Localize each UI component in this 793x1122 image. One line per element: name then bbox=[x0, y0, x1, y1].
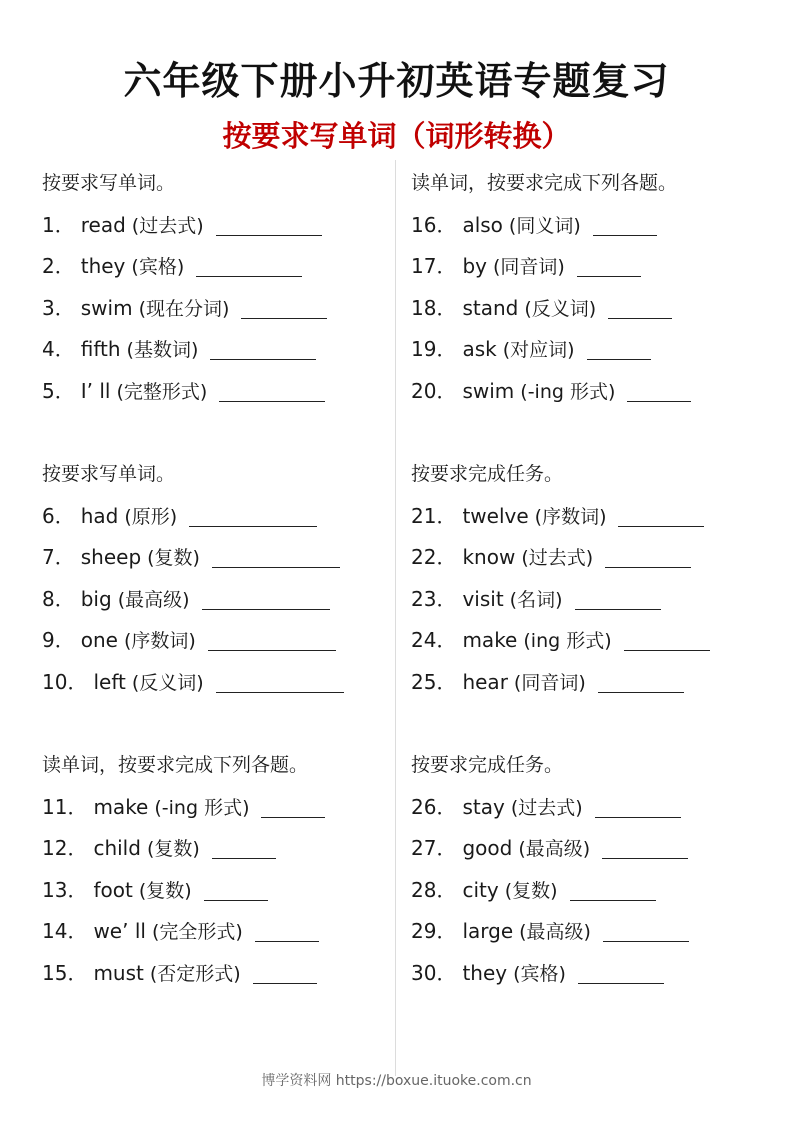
item-word: big bbox=[80, 586, 112, 611]
item-hint: (同义词) bbox=[508, 214, 581, 237]
exercise-item bbox=[42, 537, 402, 579]
item-word: good bbox=[462, 836, 513, 861]
item-word: visit bbox=[462, 586, 504, 611]
answer-blank[interactable] bbox=[216, 691, 344, 693]
item-number: 25． bbox=[411, 669, 457, 694]
exercise-item bbox=[42, 246, 402, 288]
item-number: 1． bbox=[42, 212, 75, 237]
answer-blank[interactable] bbox=[261, 816, 325, 818]
item-number: 27． bbox=[411, 836, 457, 861]
exercise-item bbox=[411, 953, 771, 995]
exercise-item bbox=[411, 371, 771, 413]
exercise-section bbox=[42, 454, 402, 704]
item-hint: (宾格) bbox=[131, 256, 185, 279]
item-hint: (最高级) bbox=[519, 921, 591, 944]
exercise-item bbox=[42, 787, 402, 829]
item-number: 14． bbox=[42, 919, 88, 944]
item-number: 16． bbox=[411, 212, 457, 237]
answer-blank[interactable] bbox=[210, 358, 316, 360]
item-hint: (同音词) bbox=[513, 671, 586, 694]
exercise-item bbox=[42, 288, 402, 330]
item-hint: (最高级) bbox=[518, 838, 591, 861]
item-word: foot bbox=[93, 877, 133, 902]
answer-blank[interactable] bbox=[598, 691, 684, 693]
answer-blank[interactable] bbox=[578, 982, 664, 984]
exercise-item bbox=[42, 205, 402, 247]
exercise-item bbox=[42, 953, 402, 995]
section-heading: 按要求写单词。 bbox=[42, 172, 176, 194]
answer-blank[interactable] bbox=[189, 525, 317, 527]
item-number: 3． bbox=[42, 295, 75, 320]
item-number: 4． bbox=[42, 337, 75, 362]
item-word: I’ ll bbox=[80, 378, 111, 403]
item-hint: (完全形式) bbox=[151, 921, 243, 944]
item-number: 26． bbox=[411, 794, 457, 819]
item-hint: (复数) bbox=[138, 879, 192, 902]
exercise-section bbox=[411, 745, 771, 995]
item-number: 12． bbox=[42, 836, 88, 861]
answer-blank[interactable] bbox=[241, 317, 327, 319]
answer-blank[interactable] bbox=[575, 608, 661, 610]
answer-blank[interactable] bbox=[608, 317, 672, 319]
item-number: 29． bbox=[411, 919, 457, 944]
exercise-item bbox=[411, 246, 771, 288]
item-word: one bbox=[80, 628, 118, 653]
exercise-item bbox=[42, 620, 402, 662]
answer-blank[interactable] bbox=[624, 649, 710, 651]
item-hint: (基数词) bbox=[126, 339, 199, 362]
page-title: 六年级下册小升初英语专题复习 bbox=[123, 59, 670, 103]
exercise-item bbox=[42, 662, 402, 704]
item-hint: (-ing 形式) bbox=[520, 380, 616, 403]
item-number: 30． bbox=[411, 960, 457, 985]
exercise-item bbox=[411, 620, 771, 662]
item-number: 17． bbox=[411, 254, 457, 279]
item-word: stand bbox=[462, 295, 519, 320]
item-word: we’ ll bbox=[93, 919, 146, 944]
exercise-section bbox=[42, 163, 402, 413]
item-number: 9． bbox=[42, 628, 75, 653]
item-number: 11． bbox=[42, 794, 88, 819]
item-word: know bbox=[462, 545, 516, 570]
item-number: 10． bbox=[42, 669, 88, 694]
exercise-section bbox=[411, 163, 771, 413]
exercise-item bbox=[42, 329, 402, 371]
item-word: sheep bbox=[80, 545, 142, 570]
item-hint: (否定形式) bbox=[149, 962, 241, 985]
item-number: 2． bbox=[42, 254, 75, 279]
answer-blank[interactable] bbox=[570, 899, 656, 901]
item-hint: (反义词) bbox=[131, 671, 204, 694]
exercise-item bbox=[42, 870, 402, 912]
item-hint: (序数词) bbox=[123, 630, 196, 653]
item-word: they bbox=[462, 960, 508, 985]
answer-blank[interactable] bbox=[605, 566, 691, 568]
item-hint: (复数) bbox=[146, 838, 200, 861]
item-word: ask bbox=[462, 337, 497, 362]
footer-watermark: 博学资料网 https://boxue.ituoke.com.cn bbox=[261, 1073, 532, 1089]
item-hint: (过去式) bbox=[131, 214, 204, 237]
answer-blank[interactable] bbox=[602, 857, 688, 859]
item-word: fifth bbox=[80, 337, 121, 362]
exercise-item bbox=[411, 288, 771, 330]
exercise-item bbox=[42, 911, 402, 953]
item-word: had bbox=[80, 503, 119, 528]
item-word: make bbox=[93, 794, 149, 819]
exercise-item bbox=[411, 329, 771, 371]
answer-blank[interactable] bbox=[208, 649, 336, 651]
item-number: 20． bbox=[411, 378, 457, 403]
answer-blank[interactable] bbox=[196, 275, 302, 277]
answer-blank[interactable] bbox=[627, 400, 691, 402]
answer-blank[interactable] bbox=[577, 275, 641, 277]
answer-blank[interactable] bbox=[216, 234, 322, 236]
exercise-item bbox=[411, 870, 771, 912]
answer-blank[interactable] bbox=[603, 940, 689, 942]
item-hint: (ing 形式) bbox=[523, 630, 612, 653]
item-word: must bbox=[93, 960, 144, 985]
item-number: 19． bbox=[411, 337, 457, 362]
exercise-item bbox=[411, 828, 771, 870]
item-hint: (复数) bbox=[504, 879, 558, 902]
exercise-section bbox=[42, 745, 402, 995]
exercise-item bbox=[42, 371, 402, 413]
item-hint: (最高级) bbox=[117, 588, 190, 611]
item-number: 22． bbox=[411, 545, 457, 570]
item-word: child bbox=[93, 836, 141, 861]
item-number: 5． bbox=[42, 378, 75, 403]
exercise-item bbox=[411, 205, 771, 247]
item-number: 8． bbox=[42, 586, 75, 611]
section-heading: 按要求完成任务。 bbox=[411, 463, 564, 485]
item-number: 21． bbox=[411, 503, 457, 528]
answer-blank[interactable] bbox=[219, 400, 325, 402]
item-hint: (序数词) bbox=[534, 505, 607, 528]
item-word: read bbox=[80, 212, 126, 237]
item-word: they bbox=[80, 254, 126, 279]
item-word: by bbox=[462, 254, 487, 279]
answer-blank[interactable] bbox=[587, 358, 651, 360]
item-hint: (名词) bbox=[509, 588, 563, 611]
answer-blank[interactable] bbox=[593, 234, 657, 236]
exercise-item bbox=[411, 537, 771, 579]
exercise-item bbox=[411, 787, 771, 829]
exercise-item bbox=[42, 828, 402, 870]
item-hint: (对应词) bbox=[502, 339, 575, 362]
answer-blank[interactable] bbox=[253, 982, 317, 984]
item-word: also bbox=[462, 212, 503, 237]
answer-blank[interactable] bbox=[202, 608, 330, 610]
answer-blank[interactable] bbox=[204, 899, 268, 901]
item-number: 24． bbox=[411, 628, 457, 653]
item-number: 28． bbox=[411, 877, 457, 902]
item-hint: (宾格) bbox=[513, 962, 566, 985]
section-heading: 按要求完成任务。 bbox=[411, 754, 564, 776]
item-hint: (现在分词) bbox=[138, 297, 230, 320]
item-word: large bbox=[462, 919, 514, 944]
item-hint: (完整形式) bbox=[116, 380, 208, 403]
item-hint: (反义词) bbox=[524, 297, 597, 320]
item-number: 6． bbox=[42, 503, 75, 528]
item-hint: (同音词) bbox=[492, 256, 565, 279]
item-word: twelve bbox=[462, 503, 529, 528]
answer-blank[interactable] bbox=[255, 940, 319, 942]
item-hint: (原形) bbox=[124, 505, 178, 528]
exercise-item bbox=[411, 579, 771, 621]
exercise-item bbox=[411, 911, 771, 953]
page-subtitle: 按要求写单词（词形转换） bbox=[222, 119, 571, 153]
exercise-item bbox=[42, 579, 402, 621]
item-word: city bbox=[462, 877, 499, 902]
exercise-item bbox=[411, 662, 771, 704]
item-number: 23． bbox=[411, 586, 457, 611]
section-heading: 读单词，按要求完成下列各题。 bbox=[411, 172, 678, 194]
item-word: left bbox=[93, 669, 126, 694]
item-number: 13． bbox=[42, 877, 88, 902]
answer-blank[interactable] bbox=[212, 857, 276, 859]
item-hint: (过去式) bbox=[510, 796, 583, 819]
exercise-item bbox=[42, 496, 402, 538]
exercise-item bbox=[411, 496, 771, 538]
item-number: 15． bbox=[42, 960, 88, 985]
item-number: 7． bbox=[42, 545, 75, 570]
item-hint: (复数) bbox=[147, 547, 200, 570]
answer-blank[interactable] bbox=[595, 816, 681, 818]
answer-blank[interactable] bbox=[618, 525, 704, 527]
exercise-section bbox=[411, 454, 771, 704]
answer-blank[interactable] bbox=[212, 566, 340, 568]
item-hint: (-ing 形式) bbox=[154, 796, 250, 819]
item-word: hear bbox=[462, 669, 508, 694]
item-word: swim bbox=[462, 378, 515, 403]
section-heading: 读单词，按要求完成下列各题。 bbox=[42, 754, 309, 776]
item-word: make bbox=[462, 628, 518, 653]
item-hint: (过去式) bbox=[521, 547, 594, 570]
item-word: stay bbox=[462, 794, 505, 819]
section-heading: 按要求写单词。 bbox=[42, 463, 176, 485]
item-number: 18． bbox=[411, 295, 457, 320]
item-word: swim bbox=[80, 295, 133, 320]
